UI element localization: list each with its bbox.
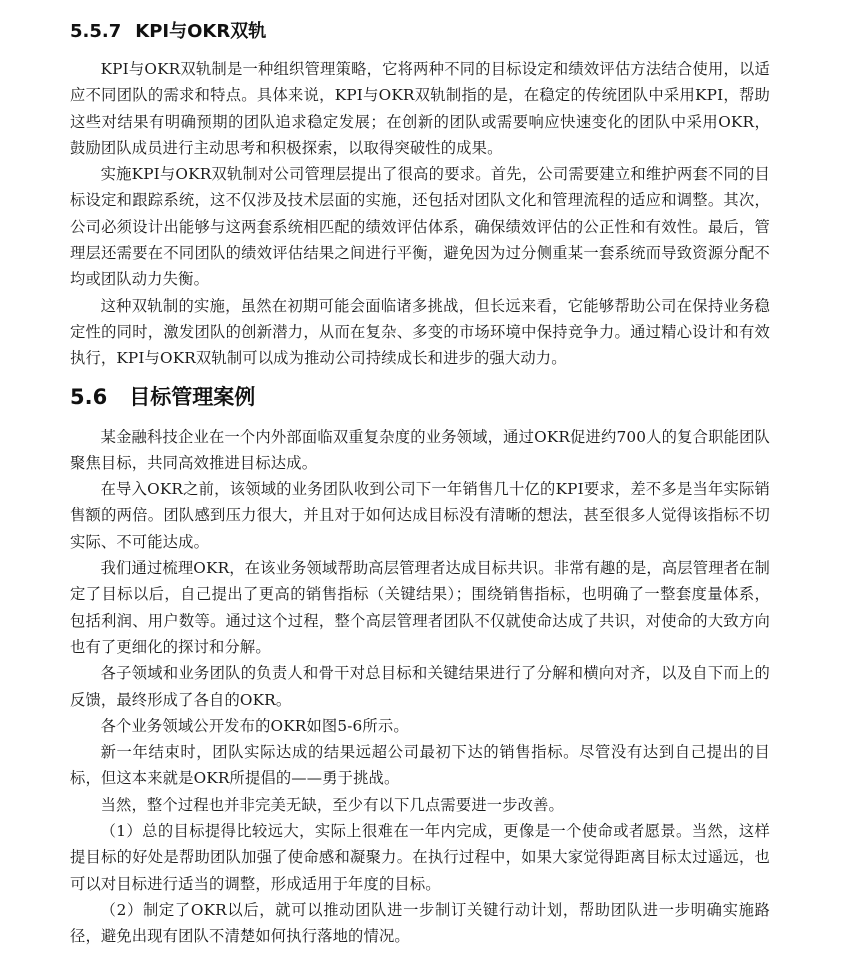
paragraph: KPI与OKR双轨制是一种组织管理策略，它将两种不同的目标设定和绩效评估方法结合使用，以适应不同团队的需求和特点。具体来说，KPI与OKR双轨制指的是，在稳定的传统团队中采用KPI，帮助这些对结果有明确预期的团队追求稳定发展；在创新的团队或需要响应快速变化的团队中采用OKR，鼓励团队成员进行主动思考和积极探索，以取得突破性的成果。 <box>70 60 770 157</box>
section-number: 5.6 <box>70 384 108 409</box>
section-body-5-5-7 <box>70 56 770 372</box>
list-item-paragraph: （1）总的目标提得比较远大，实际上很难在一年内完成，更像是一个使命或者愿景。当然，这样提目标的好处是帮助团队加强了使命感和凝聚力。在执行过程中，如果大家觉得距离目标太过遥远，也可以对目标进行适当的调整，形成适用于年度的目标。 <box>70 822 770 893</box>
section-heading-5-6 <box>70 382 770 412</box>
paragraph: 当然，整个过程也并非完美无缺，至少有以下几点需要进一步改善。 <box>100 795 565 814</box>
paragraph: 新一年结束时，团队实际达成的结果远超公司最初下达的销售指标。尽管没有达到自己提出的目标，但这本来就是OKR所提倡的——勇于挑战。 <box>70 743 770 788</box>
paragraph: 各子领域和业务团队的负责人和骨干对总目标和关键结果进行了分解和横向对齐，以及自下而上的反馈，最终形成了各自的OKR。 <box>70 664 770 709</box>
paragraph: 某金融科技企业在一个内外部面临双重复杂度的业务领域，通过OKR促进约700人的复合职能团队聚焦目标，共同高效推进目标达成。 <box>70 427 770 472</box>
document-page <box>70 18 770 950</box>
section-title: KPI与OKR双轨 <box>135 21 267 42</box>
section-heading-5-5-7 <box>70 18 770 46</box>
paragraph: 我们通过梳理OKR，在该业务领域帮助高层管理者达成目标共识。非常有趣的是，高层管理者在制定了目标以后，自己提出了更高的销售指标（关键结果）；围绕销售指标，也明确了一整套度量体系，包括利润、用户数等。通过这个过程，整个高层管理者团队不仅就使命达成了共识，对使命的大致方向也有了更细化的探讨和分解。 <box>70 559 770 656</box>
section-title: 目标管理案例 <box>129 384 256 409</box>
paragraph: 这种双轨制的实施，虽然在初期可能会面临诸多挑战，但长远来看，它能够帮助公司在保持业务稳定性的同时，激发团队的创新潜力，从而在复杂、多变的市场环境中保持竞争力。通过精心设计和有效执行，KPI与OKR双轨制可以成为推动公司持续成长和进步的强大动力。 <box>70 296 770 368</box>
paragraph: 在导入OKR之前，该领域的业务团队收到公司下一年销售几十亿的KPI要求，差不多是当年实际销售额的两倍。团队感到压力很大，并且对于如何达成目标没有清晰的想法，甚至很多人觉得该指标不切实际、不可能达成。 <box>70 480 770 551</box>
section-number: 5.5.7 <box>70 21 122 42</box>
list-item-paragraph: （2）制定了OKR以后，就可以推动团队进一步制订关键行动计划，帮助团队进一步明确实施路径，避免出现有团队不清楚如何执行落地的情况。 <box>70 900 770 946</box>
section-body-5-6 <box>70 424 770 950</box>
paragraph: 实施KPI与OKR双轨制对公司管理层提出了很高的要求。首先，公司需要建立和维护两套不同的目标设定和跟踪系统，这不仅涉及技术层面的实施，还包括对团队文化和管理流程的适应和调整。其次，公司必须设计出能够与这两套系统相匹配的绩效评估体系，确保绩效评估的公正性和有效性。最后，管理层还需要在不同团队的绩效评估结果之间进行平衡，避免因为过分侧重某一套系统而导致资源分配不均或团队动力失衡。 <box>70 165 770 289</box>
paragraph: 各个业务领域公开发布的OKR如图5-6所示。 <box>100 716 409 735</box>
